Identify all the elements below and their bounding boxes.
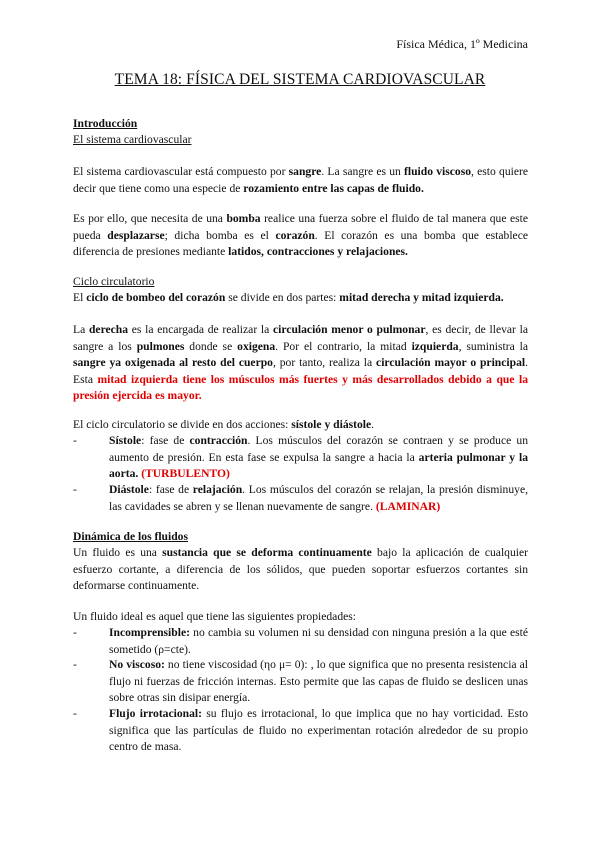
list-bullet: - — [73, 483, 77, 496]
paragraph-dinamica-2: Un fluido ideal es aquel que tiene las siguientes propiedades: — [73, 610, 356, 623]
list-item-flujo-irrotacional: - Flujo irrotacional: su flujo es irrotacional, lo que implica que no hay vorticidad. Esto significa que las partículas de fluido no experimentan rotación alrededor de su propio centro de masa. — [73, 707, 528, 754]
paragraph-intro-1: El sistema cardiovascular está compuesto por sangre. La sangre es un fluido viscoso, esto quiere decir que tiene como una especie de rozamiento entre las capas de fluido. — [73, 165, 528, 195]
list-item-no-viscoso: - No viscoso: no tiene viscosidad (ηo μ= 0): , lo que significa que no presenta resistencia al flujo ni fuerzas de fricción internas. Esto permite que las capas de fluido se deslicen unas sobre otras sin disipar energía. — [73, 658, 528, 705]
paragraph-ciclo-3: El ciclo circulatorio se divide en dos acciones: sístole y diástole. — [73, 418, 375, 431]
subheading-ciclo-circulatorio: Ciclo circulatorio — [73, 275, 155, 288]
paragraph-dinamica-1: Un fluido es una sustancia que se deforma continuamente bajo la aplicación de cualquier esfuerzo cortante, a diferencia de los sólidos, que pueden soportar esfuerzos cortantes sin deformarse continuamente. — [73, 546, 528, 593]
paragraph-ciclo-2: La derecha es la encargada de realizar la circulación menor o pulmonar, es decir, de llevar la sangre a los pulmones donde se oxigena. Por el contrario, la mitad izquierda, suministra la sangre ya oxigenada al resto del cuerpo, por tanto, realiza la circulación mayor o principal. Esta mitad izquierda tiene los músculos más fuertes y más desarrollados debido a que la presión ejercida es mayor. — [73, 323, 529, 403]
section-heading-introduccion: Introducción — [73, 117, 138, 130]
paragraph-ciclo-1: El ciclo de bombeo del corazón se divide en dos partes: mitad derecha y mitad izquierda. — [73, 291, 504, 304]
page-title: TEMA 18: FÍSICA DEL SISTEMA CARDIOVASCULAR — [114, 71, 486, 88]
list-bullet: - — [73, 434, 77, 447]
page-header: Física Médica, 1º Medicina — [396, 37, 528, 51]
list-bullet: - — [73, 707, 77, 720]
section-heading-dinamica: Dinámica de los fluidos — [73, 530, 188, 543]
list-item-sistole: - Sístole: fase de contracción. Los músculos del corazón se contraen y se produce un aumento de presión. En esta fase se expulsa la sangre a hacia la arteria pulmonar y la aorta. (TURBULENTO) — [73, 434, 528, 481]
list-bullet: - — [73, 658, 77, 671]
list-item-incomprensible: - Incomprensible: no cambia su volumen ni su densidad con ninguna presión a la que esté sometido (ρ=cte). — [73, 626, 528, 656]
list-bullet: - — [73, 626, 77, 639]
paragraph-intro-2: Es por ello, que necesita de una bomba realice una fuerza sobre el fluido de tal manera que este pueda desplazarse; dicha bomba es el corazón. El corazón es una bomba que establece diferencia de presiones mediante latidos, contracciones y relajaciones. — [73, 212, 528, 259]
list-item-diastole: - Diástole: fase de relajación. Los músculos del corazón se relajan, la presión disminuye, las cavidades se abren y se llenan nuevamente de sangre. (LAMINAR) — [73, 483, 528, 513]
subheading-sistema-cardiovascular: El sistema cardiovascular — [73, 133, 192, 146]
